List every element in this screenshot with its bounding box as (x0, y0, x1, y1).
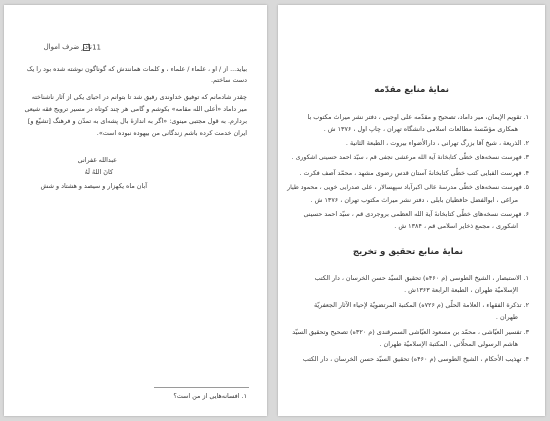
paragraph-line: بردارم. به قول مجتبی مینوی: «اگر به اندازهٔ بال پشه‌ای به تمدّن و فرهنگ [تشیّع و] (27, 117, 247, 125)
paragraph-line: بیاید... از / او ، علماء / علماء ، و کلمات همانندش که گوناگون نوشته شده بود را یک (26, 65, 247, 73)
signature: عبدالله غفرانی (77, 156, 117, 164)
paragraph-line: میر داماد «أعلی الله مقامه» بکوشم و گامی هر چند کوتاه در مسیر ترویج فقه شیعی (24, 105, 247, 113)
page-number: 11 (80, 44, 101, 52)
section-heading: نمایهٔ منابع تحقیق و تخریج (352, 247, 463, 257)
section-heading: نمایهٔ منابع مقدّمه (374, 85, 449, 95)
reference-line: ۱. الاستبصار ، الشیخ الطوسی (م ۴۶۰ه) تحقیق السیّد حسن الخرسان ، دار الکتب (314, 274, 529, 282)
reference-line: مراغی ، ابوالفضل حافظیان بابلی ، دفتر نشر میراث مکتوب تهران ، ۱۳۷۶ ش . (310, 196, 518, 204)
reference-line: همکاری مؤسّسهٔ مطالعات اسلامی دانشگاه تهران ، چاپ اول ، ۱۳۷۶ ش . (323, 125, 518, 133)
reference-line: اشکوری ، مجمع ذخایر اسلامی قم ، ۱۳۸۴ ش . (394, 222, 518, 230)
reference-line: ۲. الذریعة ، شیخ آقا بزرگ تهرانی ، دارالأضواء بیروت ، الطبعة الثانیة . (345, 139, 529, 147)
reference-line: ۱. تقویم الإیمان، میر داماد، تصحیح و مقدّمه علی اوجبی ، دفتر نشر میراث مکتوب با (307, 113, 529, 121)
reference-line: هاشم الرسولی المحلّاتی ، المکتبة الإسلامیّة طهران . (379, 340, 518, 348)
footnote: ۱. افسانه‌هایی از من است؟ (173, 392, 247, 400)
date-line: آبان ماه یکهزار و سیصد و هشتاد و شش (40, 182, 147, 190)
reference-line: طهران . (495, 313, 518, 321)
reference-line: ۶. فهرست نسخه‌های خطّی کتابخانهٔ آیة الله العظمی بروجردی قم ، سیّد احمد حسینی (303, 210, 529, 218)
reference-line: الإسلامیّة طهران ، الطبعة الرابعة ۱۳۶۳ش . (404, 286, 518, 294)
footnote-rule (154, 387, 249, 388)
left-page (4, 5, 267, 416)
signature-sub: کانَ اللهُ لَهُ (84, 168, 113, 176)
reference-line: ۴. فهرست الفبایی کتب خطّی کتابخانهٔ آستان قدس رضوی مشهد ، محمّد آصف فکرت . (299, 169, 529, 177)
reference-line: ۴. تهذیب الأحکام ، الشیخ الطوسی (م ۴۶۰ه) تحقیق السیّد حسن الخرسان ، دار الکتب (302, 355, 529, 363)
reference-line: ۲. تذکرة الفقهاء ، العلامة الحلّی (م ۷۲۶ه) المکتبة المرتضویّة لإحیاء الآثار الجعفریّة (313, 301, 529, 309)
right-page (278, 5, 545, 416)
reference-line: ۳. فهرست نسخه‌های خطّی کتابخانهٔ آیة الله مرعشی نجفی قم ، سیّد احمد حسینی اشکوری . (291, 154, 529, 161)
paragraph-line: ایران خدمت کرده باشم زندگانی من بیهوده نبوده است». (96, 129, 247, 137)
reference-line: ۵. فهرست نسخه‌های خطّی مدرسهٔ عالی ‌اکبرآباد سپهسالار ، علی صدرایی خویی ، محمود طیار (287, 184, 529, 191)
reference-line: ۳. تفسیر العیّاشی ، محمّد بن مسعود العیّاشی السمرقندی (م ۳۲۰ه) تصحیح وتحقیق السیّد (292, 328, 529, 336)
running-head: نادر ضرف اموال (43, 43, 92, 51)
paragraph-line: دست ساختم. (211, 76, 247, 84)
paragraph-line: چقدر شادمانم که توفیق خداوندی رفیق شد تا بتوانم در احیای یکی از آثار ناشناخته (31, 93, 247, 101)
